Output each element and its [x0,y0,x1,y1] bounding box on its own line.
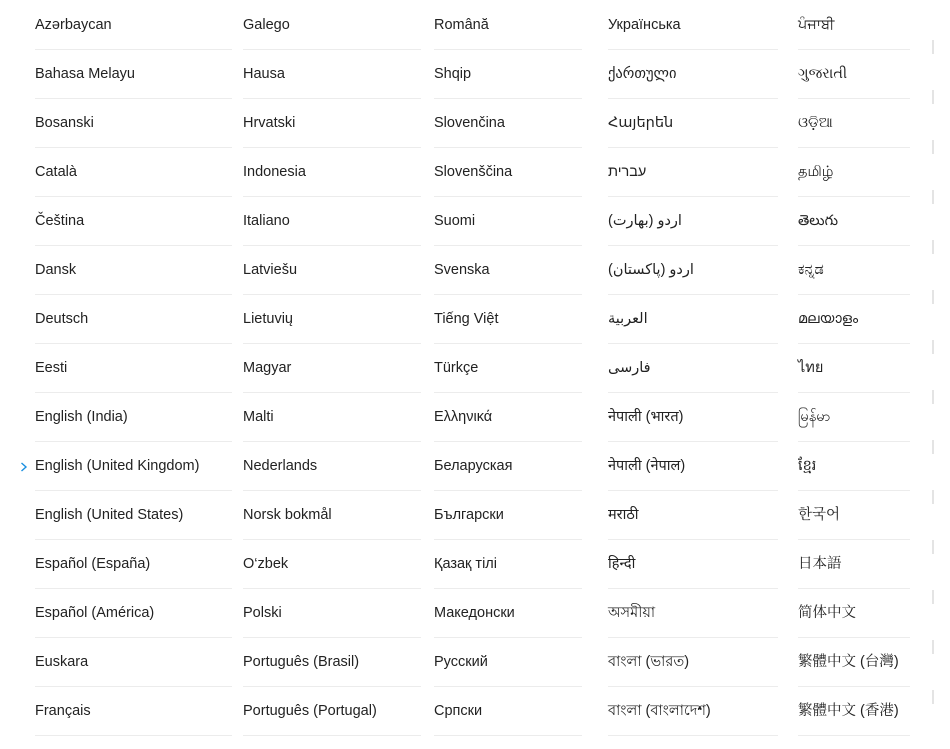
language-option-label: Azərbaycan [35,17,112,33]
scroll-edge-mark [932,140,934,154]
scroll-edge-mark [932,290,934,304]
language-option[interactable] [35,589,232,638]
language-option-label: മലയാളം [798,311,859,327]
language-option-label: 繁體中文 (台灣) [798,654,899,670]
language-option[interactable] [35,344,232,393]
language-option-label: नेपाली (नेपाल) [608,458,686,474]
scroll-edge-mark [932,240,934,254]
language-option-label: Türkçe [434,360,479,376]
language-option-label: हिन्दी [608,556,636,572]
language-option-label: অসমীয়া [608,605,656,621]
language-option[interactable] [35,148,232,197]
language-option[interactable] [434,540,582,589]
language-option-label: ગુજરાતી [798,66,848,82]
language-option-label: فارسی [608,360,651,376]
language-option[interactable] [798,295,910,344]
scroll-edge-mark [932,190,934,204]
language-option[interactable] [243,99,421,148]
language-option[interactable] [608,99,778,148]
language-option-label: Čeština [35,213,85,229]
language-option-label: Malti [243,409,274,425]
language-option[interactable] [798,246,910,295]
scroll-edge-mark [932,590,934,604]
language-option-label: Polski [243,605,282,621]
language-option-label: עברית [608,164,647,180]
language-option[interactable] [434,638,582,687]
language-option-label: Français [35,703,91,719]
language-option-label: English (United States) [35,507,184,523]
language-option-label: Slovenščina [434,164,513,180]
language-option[interactable] [608,491,778,540]
language-option-label: ଓଡ଼ିଆ [798,115,833,131]
language-option-label: 简体中文 [798,605,856,621]
language-option-label: Eesti [35,360,68,376]
language-option-label: Македонски [434,605,515,621]
language-option[interactable] [434,687,582,736]
language-option-label: 日本語 [798,556,842,572]
scroll-edge-mark [932,490,934,504]
language-option-label: اردو (بھارت) [608,213,682,229]
language-option-label: Română [434,17,489,33]
language-option[interactable] [434,295,582,344]
language-option-label: Tiếng Việt [434,311,499,327]
language-option-label: বাংলা (বাংলাদেশ) [608,703,711,719]
language-option-label: Español (España) [35,556,151,572]
language-option[interactable] [35,687,232,736]
language-option[interactable] [798,1,910,50]
language-option-label: Magyar [243,360,292,376]
scroll-edge-mark [932,690,934,704]
language-option[interactable] [798,687,910,736]
language-option[interactable] [608,589,778,638]
language-option[interactable] [243,148,421,197]
language-option[interactable] [434,344,582,393]
chevron-right-icon [20,462,28,472]
language-option[interactable] [608,1,778,50]
language-option[interactable] [243,491,421,540]
language-option-label: 한국어 [798,507,841,523]
language-option-label: বাংলা (ভারত) [608,654,690,670]
language-option[interactable] [35,197,232,246]
language-option[interactable] [35,1,232,50]
language-option[interactable] [243,589,421,638]
language-option[interactable] [608,638,778,687]
language-option-label: ქართული [608,66,677,82]
language-option[interactable] [798,148,910,197]
language-option[interactable] [608,295,778,344]
language-option-label: Беларуская [434,458,513,474]
language-option[interactable] [798,50,910,99]
language-option[interactable] [798,638,910,687]
language-option[interactable] [35,540,232,589]
scroll-edge-mark [932,90,934,104]
language-option[interactable] [35,246,232,295]
language-option-label: Suomi [434,213,476,229]
language-option[interactable] [798,344,910,393]
language-option-label: தமிழ் [798,164,834,180]
language-option-label: Български [434,507,504,523]
language-option-label: Indonesia [243,164,306,180]
scroll-edge-mark [932,390,934,404]
scroll-edge-mark [932,640,934,654]
language-option-label: ਪੰਜਾਬੀ [798,17,835,33]
language-option-label: 繁體中文 (香港) [798,703,899,719]
language-option-label: Euskara [35,654,89,670]
language-option[interactable] [35,99,232,148]
scroll-edge-mark [932,340,934,354]
language-option-label: Português (Portugal) [243,703,377,719]
language-option[interactable] [798,393,910,442]
language-option[interactable] [798,540,910,589]
language-option-label: O‘zbek [243,556,289,572]
language-option[interactable] [608,442,778,491]
language-option[interactable] [35,393,232,442]
language-option[interactable] [35,295,232,344]
language-option[interactable] [434,442,582,491]
language-option-label: Slovenčina [434,115,505,131]
language-option[interactable] [243,540,421,589]
language-option-label: Svenska [434,262,490,278]
language-option-label: English (India) [35,409,128,425]
language-option[interactable] [243,1,421,50]
language-option-label: ಕನ್ನಡ [798,262,824,278]
language-option[interactable] [434,197,582,246]
language-option-label: English (United Kingdom) [35,458,200,474]
language-option[interactable] [608,540,778,589]
language-option[interactable] [608,246,778,295]
language-option-selected[interactable] [35,442,232,491]
language-option[interactable] [798,442,910,491]
language-option[interactable] [243,344,421,393]
language-option[interactable] [608,687,778,736]
language-option-label: Norsk bokmål [243,507,332,523]
language-option[interactable] [798,197,910,246]
language-option[interactable] [434,148,582,197]
language-option[interactable] [608,148,778,197]
language-option[interactable] [798,589,910,638]
language-option-label: తెలుగు [798,213,839,229]
language-option-label: Українська [608,17,681,33]
language-option-label: Српски [434,703,483,719]
language-option[interactable] [243,442,421,491]
language-option-label: Italiano [243,213,290,229]
language-option-label: Hausa [243,66,285,82]
language-option-label: Bosanski [35,115,94,131]
language-option-label: Nederlands [243,458,318,474]
language-option-label: اردو (پاکستان) [608,262,694,278]
language-option-label: العربية [608,311,648,327]
language-option-label: Galego [243,17,290,33]
language-option-label: Ελληνικά [434,409,493,425]
language-option[interactable] [243,638,421,687]
language-option-label: Español (América) [35,605,155,621]
language-option-label: Shqip [434,66,472,82]
language-option-label: Bahasa Melayu [35,66,135,82]
language-option[interactable] [243,295,421,344]
language-option[interactable] [434,246,582,295]
language-option-label: Lietuvių [243,311,293,327]
language-option-label: ខ្មែរ [798,458,817,474]
language-option[interactable] [434,393,582,442]
language-option[interactable] [798,99,910,148]
language-option[interactable] [35,50,232,99]
language-option-label: Հայերեն [608,115,674,131]
language-option-label: Português (Brasil) [243,654,360,670]
language-option[interactable] [608,393,778,442]
scroll-edge-mark [932,540,934,554]
language-option[interactable] [608,344,778,393]
language-option-label: Русский [434,654,488,670]
language-option-label: ไทย [798,360,824,376]
language-option-label: Deutsch [35,311,89,327]
language-option[interactable] [434,99,582,148]
language-option-label: Hrvatski [243,115,296,131]
language-option[interactable] [35,638,232,687]
language-option[interactable] [243,50,421,99]
language-option[interactable] [434,50,582,99]
language-option[interactable] [798,491,910,540]
language-option-label: Қазақ тілі [434,556,497,572]
language-option[interactable] [434,1,582,50]
scroll-edge-mark [932,440,934,454]
language-option[interactable] [243,393,421,442]
language-option[interactable] [243,687,421,736]
language-option-label: Dansk [35,262,77,278]
language-option[interactable] [434,491,582,540]
language-option[interactable] [608,50,778,99]
language-option-label: नेपाली (भारत) [608,409,684,425]
language-option-label: မြန်မာ [798,409,831,425]
language-option-label: Latviešu [243,262,298,278]
language-option-label: मराठी [608,507,639,523]
language-option[interactable] [434,589,582,638]
language-option[interactable] [243,197,421,246]
language-option-label: Català [35,164,77,180]
language-option[interactable] [608,197,778,246]
scroll-edge-mark [932,40,934,54]
language-option[interactable] [35,491,232,540]
language-option[interactable] [243,246,421,295]
